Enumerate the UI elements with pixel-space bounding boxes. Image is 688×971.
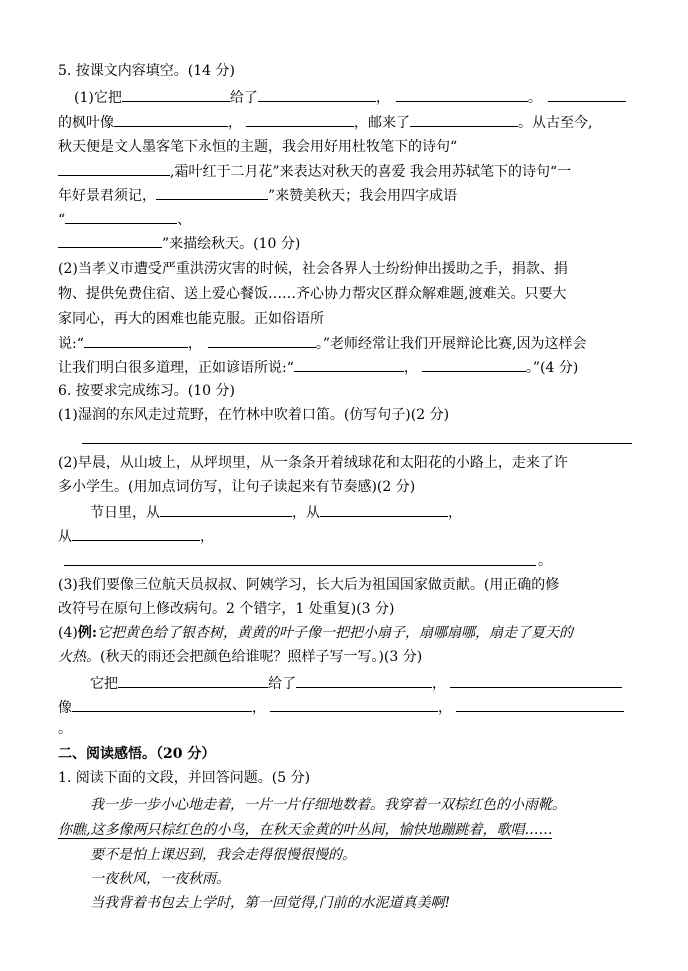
q6-p2-line-3: 节日里，从 ，从 ， — [90, 502, 462, 523]
blank[interactable] — [156, 185, 268, 200]
example-label: 例: — [77, 625, 98, 641]
blank[interactable] — [208, 333, 316, 348]
q6-p2-line-1: (2)早晨，从山坡上，从坪坝里，从一条条开着绒球花和太阳花的小路上，走来了许 — [58, 455, 568, 471]
q5-line-1: (1)它把 给了 ， 。 — [74, 87, 626, 108]
q6-p3-line-2: 改符号在原句上修改病句。2 个错字，1 处重复)(3 分) — [58, 601, 395, 617]
blank[interactable] — [160, 502, 292, 517]
blank[interactable] — [65, 209, 177, 224]
blank[interactable] — [58, 233, 162, 248]
answer-line[interactable] — [82, 443, 632, 444]
passage-line-5: 当我背着书包去上学时，第一回觉得,门前的水泥道真美啊! — [90, 895, 451, 911]
q5-line-7: ”来描绘秋天。(10 分) — [58, 233, 300, 254]
q6-p4-line-2: 火热。(秋天的雨还会把颜色给谁呢？照样子写一写。)(3 分) — [58, 649, 423, 665]
q5-title: 5. 按课文内容填空。(14 分) — [58, 63, 235, 79]
q5-line-2: 的枫叶像 ， ，邮来了 。从古至今, — [58, 112, 592, 133]
q5-p2-line-2: 物、提供免费住宿、送上爱心餐饭……齐心协力帮灾区群众解难题,渡难关。只要大 — [58, 286, 567, 302]
blank[interactable] — [122, 87, 230, 102]
q6-p2-line-2: 多小学生。(用加点词仿写，让句子读起来有节奏感)(2 分) — [58, 479, 416, 495]
blank[interactable] — [294, 357, 404, 372]
blank[interactable] — [246, 112, 354, 127]
q6-p4-line-5: 。 — [58, 721, 72, 737]
section-2-title: 二、阅读感悟。（20 分） — [58, 746, 216, 762]
blank[interactable] — [396, 87, 528, 102]
blank[interactable] — [114, 112, 228, 127]
q6-p1: (1)湿润的东风走过荒野，在竹林中吹着口笛。(仿写句子)(2 分) — [58, 407, 450, 423]
q6-p4-line-4: 像 ， ， — [58, 697, 624, 718]
blank[interactable] — [84, 333, 188, 348]
passage-line-3: 要不是怕上课迟到，我会走得很慢很慢的。 — [90, 847, 356, 863]
blank[interactable] — [422, 357, 526, 372]
q5-p2-line-3: 家同心，再大的困难也能克服。正如俗语所 — [58, 311, 324, 327]
blank[interactable] — [456, 697, 624, 712]
blank[interactable] — [72, 697, 252, 712]
q5-p2-line-5: 让我们明白很多道理，正如谚语所说:“ ， 。”(4 分) — [58, 357, 578, 378]
blank[interactable] — [270, 697, 438, 712]
q6-p4-line-3: 它把 给了 ， — [90, 673, 622, 694]
passage-line-4: 一夜秋风，一夜秋雨。 — [90, 871, 230, 887]
passage-line-2: 你瞧,这多像两只棕红色的小鸟，在秋天金黄的叶丛间，愉快地蹦跳着，歌唱…… — [58, 822, 553, 838]
q5-p2-line-1: (2)当孝义市遭受严重洪涝灾害的时候，社会各界人士纷纷伸出援助之手，捐款、捐 — [58, 261, 568, 277]
blank[interactable] — [58, 161, 170, 176]
q5-line-5: 年好景君须记， ”来赞美秋天；我会用四字成语 — [58, 185, 457, 206]
q6-p2-line-4: 从 ， — [58, 526, 214, 547]
q5-line-3: 秋天便是文人墨客笔下永恒的主题，我会用好用杜牧笔下的诗句“ — [58, 139, 458, 155]
q6-p2-line-5-end: 。 — [538, 553, 552, 569]
blank[interactable] — [258, 87, 376, 102]
q5-line-4: ,霜叶红于二月花”来表达对秋天的喜爱 我会用苏轼笔下的诗句“一 — [58, 161, 571, 182]
passage-line-1: 我一步一步小心地走着，一片一片仔细地数着。我穿着一双棕红色的小雨靴。 — [90, 797, 566, 813]
q6-p3-line-1: (3)我们要像三位航天员叔叔、阿姨学习，长大后为祖国国家做贡献。(用正确的修 — [58, 577, 560, 593]
blank[interactable] — [296, 673, 432, 688]
q5-p2-line-4: 说:“ ， 。”老师经常让我们开展辩论比赛,因为这样会 — [58, 333, 586, 354]
blank[interactable] — [450, 673, 622, 688]
blank[interactable] — [548, 87, 626, 102]
q6-title: 6. 按要求完成练习。(10 分) — [58, 383, 235, 399]
q5-line-6: “ 、 — [58, 209, 191, 230]
sec2-q1: 1. 阅读下面的文段，并回答问题。(5 分) — [58, 770, 311, 786]
blank[interactable] — [72, 526, 200, 541]
answer-line[interactable] — [64, 565, 536, 566]
blank[interactable] — [410, 112, 518, 127]
blank[interactable] — [320, 502, 448, 517]
q6-p4-line-1: (4)例:它把黄色给了银杏树，黄黄的叶子像一把把小扇子，扇哪扇哪，扇走了夏天的 — [58, 625, 574, 641]
blank[interactable] — [118, 673, 268, 688]
